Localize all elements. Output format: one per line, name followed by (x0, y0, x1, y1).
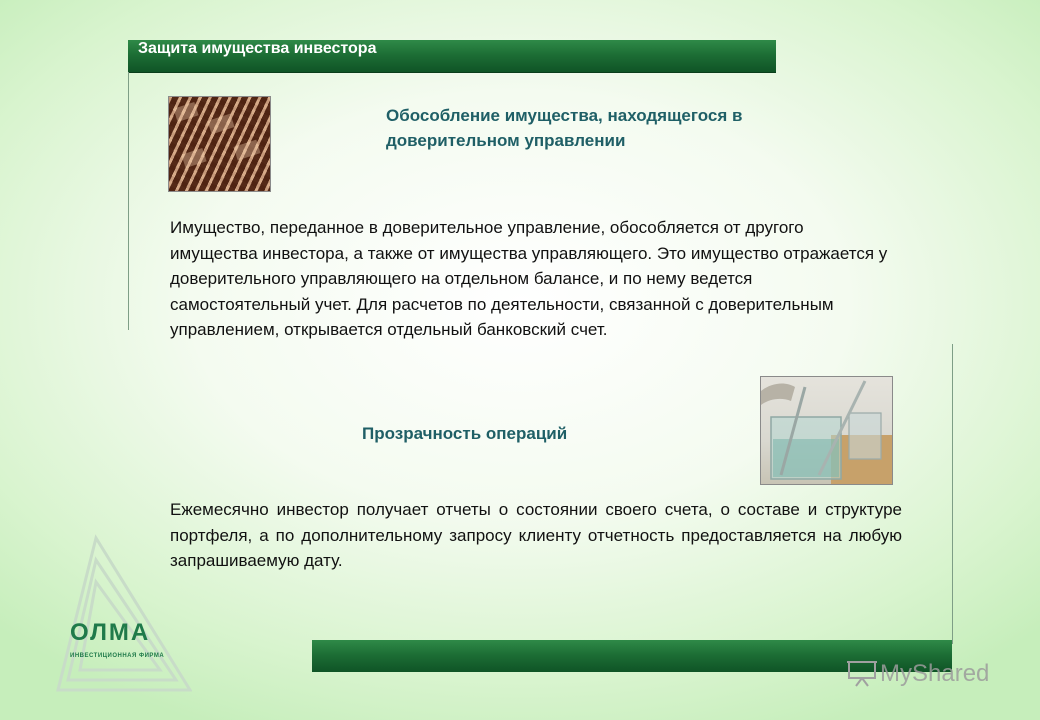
section-body-segregation: Имущество, переданное в доверительное управление, обособляется от другого имущества инвестора, а также от имущества управляющего. Это имущество отражается у доверительного управляющего на отдельном балансе, и по нему ведется самостоятельный учет. Для расчетов по деятельности, связанной с доверительным управлением, открывается отдельный банковский счет. (170, 218, 888, 339)
watermark-text: MyShared (880, 660, 990, 687)
logo-name: ОЛМА (70, 619, 151, 646)
logo-subtitle: ИНВЕСТИЦИОННАЯ ФИРМА (70, 653, 165, 659)
olma-triangle-logo-icon (52, 530, 192, 700)
glassware-photo (760, 376, 893, 485)
section-heading-transparency: Прозрачность операций (362, 424, 568, 443)
presentation-screen-icon (846, 658, 880, 688)
documents-photo-art (169, 97, 270, 191)
section-body-transparency: Ежемесячно инвестор получает отчеты о состоянии своего счета, о составе и структуре портфеля, а по дополнительному запросу клиенту отчетность предоставляется на любую запрашиваемую дату. (170, 500, 902, 570)
right-divider (952, 344, 953, 644)
left-divider (128, 72, 129, 330)
section-heading-segregation: Обособление имущества, находящегося в доверительном управлении (386, 106, 743, 150)
glassware-photo-art (761, 377, 892, 484)
slide-title: Защита имущества инвестора (138, 40, 377, 57)
documents-photo (168, 96, 271, 192)
